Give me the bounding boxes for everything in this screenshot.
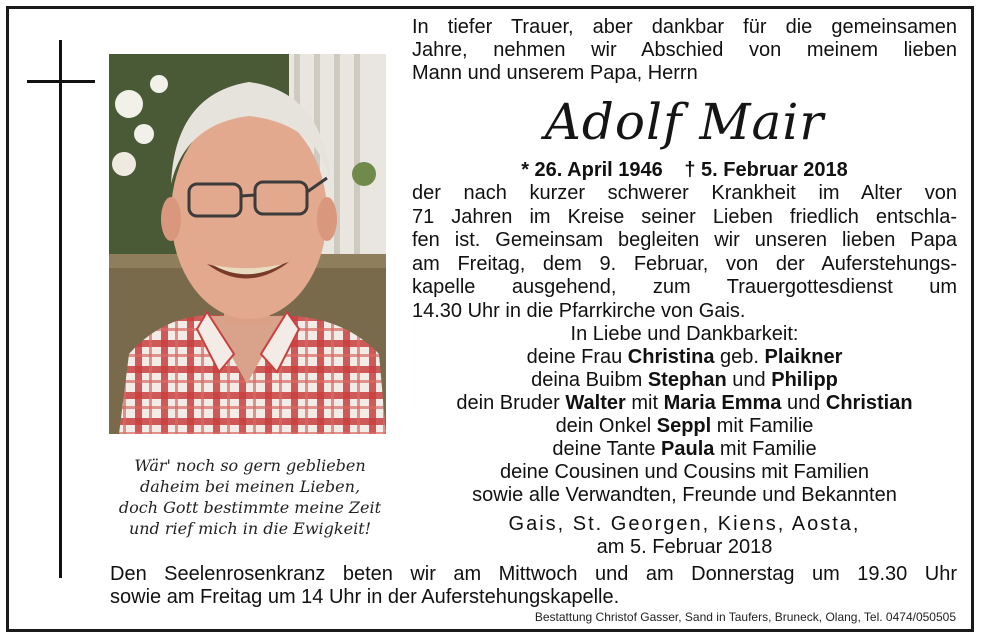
quote-line: und rief mich in die Ewigkeit! (128, 519, 372, 538)
rosary-line: sowie am Freitag um 14 Uhr in der Auferstehungskapelle. (110, 586, 620, 608)
mourner-name: Philipp (771, 369, 838, 391)
body-line: am Freitag, dem 9. Februar, von der Auferstehungs- (412, 252, 957, 275)
mourner-text: dein Bruder (456, 392, 566, 414)
place-towns: Gais, St. Georgen, Kiens, Aosta, (508, 513, 861, 535)
intro-text (412, 16, 957, 85)
mourners-heading: In Liebe und Dankbarkeit: (570, 323, 799, 345)
memorial-quote (100, 455, 400, 539)
intro-line: Mann und unserem Papa, Herrn (412, 62, 698, 84)
life-dates (412, 158, 957, 182)
quote-line: Wär' noch so gern geblieben (134, 456, 366, 475)
quote-line: daheim bei meinen Lieben, (139, 477, 361, 496)
funeral-home-footer: Bestattung Christof Gasser, Sand in Taufers, Bruneck, Olang, Tel. 0474/050505 (534, 610, 956, 624)
body-line: der nach kurzer schwerer Krankheit im Alter von (412, 182, 957, 204)
body-line: 14.30 Uhr in die Pfarrkirche von Gais. (412, 299, 746, 322)
mourner-text: und (781, 392, 826, 414)
mourner-text: und (726, 369, 772, 391)
mourner-aunt (412, 438, 957, 461)
death-date: † 5. Februar 2018 (684, 159, 848, 181)
mourner-name: Plaikner (764, 346, 843, 368)
deceased-name: Adolf Mair (544, 93, 825, 151)
mourner-text: dein Onkel (555, 415, 657, 437)
mourner-name: Seppl (656, 415, 712, 437)
rosary-line: Den Seelenrosenkranz beten wir am Mittwoch und am Donnerstag um 19.30 Uhr (110, 563, 957, 585)
place-date (412, 513, 957, 559)
mourner-text: deine Frau (526, 346, 628, 368)
mourner-brother (412, 392, 957, 415)
intro-line: In tiefer Trauer, aber dankbar für die gemeinsamen (412, 16, 957, 38)
mourners-list (412, 323, 957, 507)
announcement-date: am 5. Februar 2018 (596, 536, 773, 558)
mourner-others: sowie alle Verwandten, Freunde und Bekannten (472, 484, 897, 506)
mourner-name: Paula (661, 438, 715, 460)
mourner-name: Maria Emma (663, 392, 782, 414)
mourner-name: Christian (825, 392, 913, 414)
mourner-wife (412, 346, 957, 369)
quote-line: doch Gott bestimmte meine Zeit (118, 498, 382, 517)
body-line: kapelle ausgehend, zum Trauergottesdienst um (412, 276, 957, 298)
mourner-uncle (412, 415, 957, 438)
mourner-name: Walter (565, 392, 626, 414)
mourner-text: mit Familie (711, 415, 814, 437)
mourner-name: Christina (627, 346, 715, 368)
mourner-name: Stephan (647, 369, 727, 391)
body-line: fen ist. Gemeinsam begleiten wir unseren lieben Papa (412, 229, 957, 251)
mourner-sons (412, 369, 957, 392)
intro-line: Jahre, nehmen wir Abschied von meinem lieben (412, 39, 957, 61)
mourner-text: mit (625, 392, 664, 414)
cross-icon (59, 40, 62, 578)
body-line: 71 Jahren im Kreise seiner Lieben friedlich entschla- (412, 205, 957, 228)
mourner-text: geb. (714, 346, 765, 368)
rosary-notice (110, 563, 957, 609)
mourner-text: deina Buibm (531, 369, 648, 391)
cross-icon-bar (27, 80, 95, 83)
mourner-text: mit Familie (714, 438, 817, 460)
announcement-body (412, 182, 957, 323)
mourner-text: deine Tante (552, 438, 662, 460)
portrait-photo (109, 54, 386, 434)
birth-date: * 26. April 1946 (521, 159, 663, 181)
mourner-cousins: deine Cousinen und Cousins mit Familien (499, 461, 870, 483)
